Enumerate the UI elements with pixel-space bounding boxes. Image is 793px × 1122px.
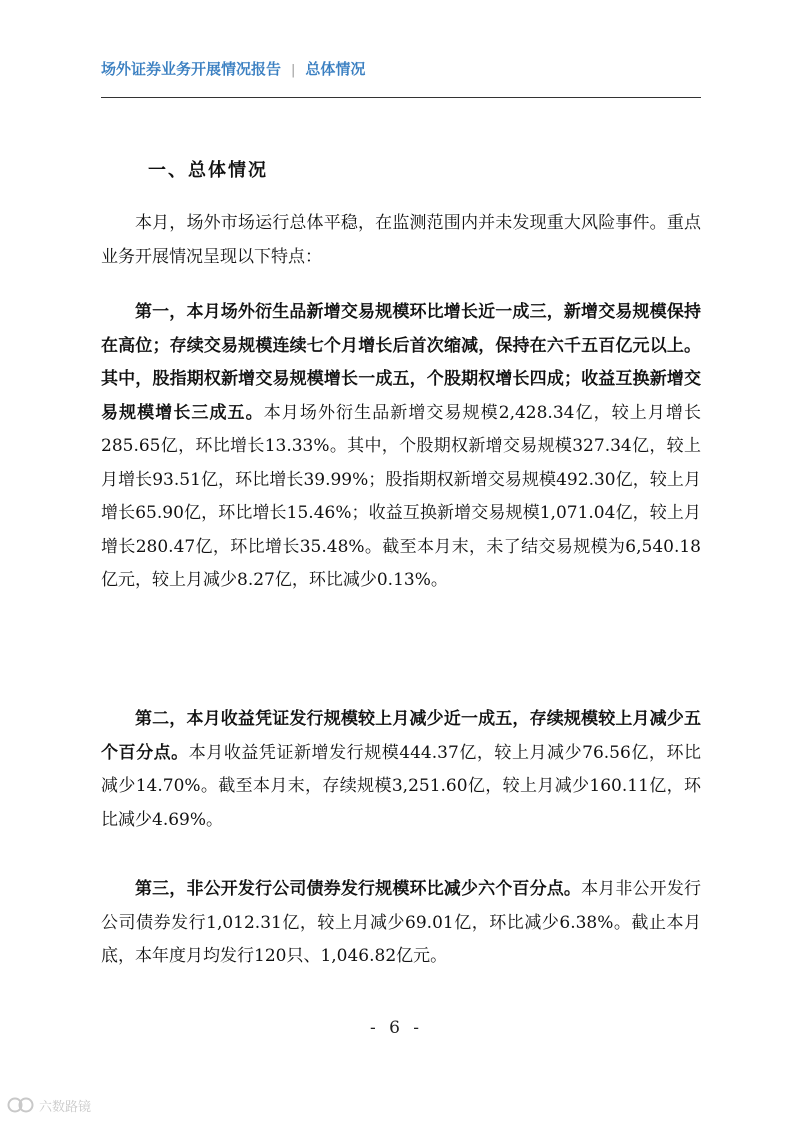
watermark-logo-icon [6,1096,36,1114]
report-title: 场外证券业务开展情况报告 [101,60,282,78]
paragraph-body: 本月收益凭证新增发行规模444.37亿，较上月减少76.56亿，环比减少14.70%。截至本月末，存续规模3,251.60亿，较上月减少160.11亿，环比减少4.69%。 [101,742,701,830]
watermark-text: 六数路镜 [39,1099,92,1115]
paragraph-body: 本月场外衍生品新增交易规模2,428.34亿，较上月增长285.65亿，环比增长13.33%。其中，个股期权新增交易规模327.34亿，较上月增长93.51亿，环比增长39.99%；股指期权新增交易规模492.30亿，较上月增长65.90亿，环比增长15.46%；收益互换新增交易规模1,071.04亿，较上月增长280.47亿，环比增长35.48%。截至本月末，未了结交易规模为6,540.18亿元，较上月减少8.27亿，环比减少0.13%。 [101,402,702,590]
header-section: 总体情况 [305,60,366,78]
paragraph-private-bonds [101,873,701,974]
paragraph-otc-derivatives [101,296,701,598]
paragraph-bold-lead: 第二，本月收益凭证发行规模较上月减少近一成五，存续规模较上月减少五个百分点。 [101,709,701,763]
page-number: - 6 - [369,1018,424,1038]
paragraph-income-certificates [101,703,701,837]
page-header [101,58,701,84]
paragraph-bold-lead: 第一，本月场外衍生品新增交易规模环比增长近一成三，新增交易规模保持在高位；存续交易规模连续七个月增长后首次缩减，保持在六千五百亿元以上。其中，股指期权新增交易规模增长一成五，个股期权增长四成；收益互换新增交易规模增长三成五。 [101,302,701,423]
watermark [6,1094,91,1116]
paragraph-intro [101,207,701,274]
paragraph-body: 本月，场外市场运行总体平稳，在监测范围内并未发现重大风险事件。重点业务开展情况呈现以下特点： [101,213,701,267]
paragraph-bold-lead: 第三，非公开发行公司债券发行规模环比减少六个百分点。 [135,879,582,899]
paragraph-body: 本月非公开发行公司债券发行1,012.31亿，较上月减少69.01亿，环比减少6.38%。截止本月底，本年度月均发行120只、1,046.82亿元。 [101,879,701,966]
header-divider [101,97,701,98]
header-separator: | [291,63,296,78]
section-title: 一、总体情况 [148,160,268,181]
